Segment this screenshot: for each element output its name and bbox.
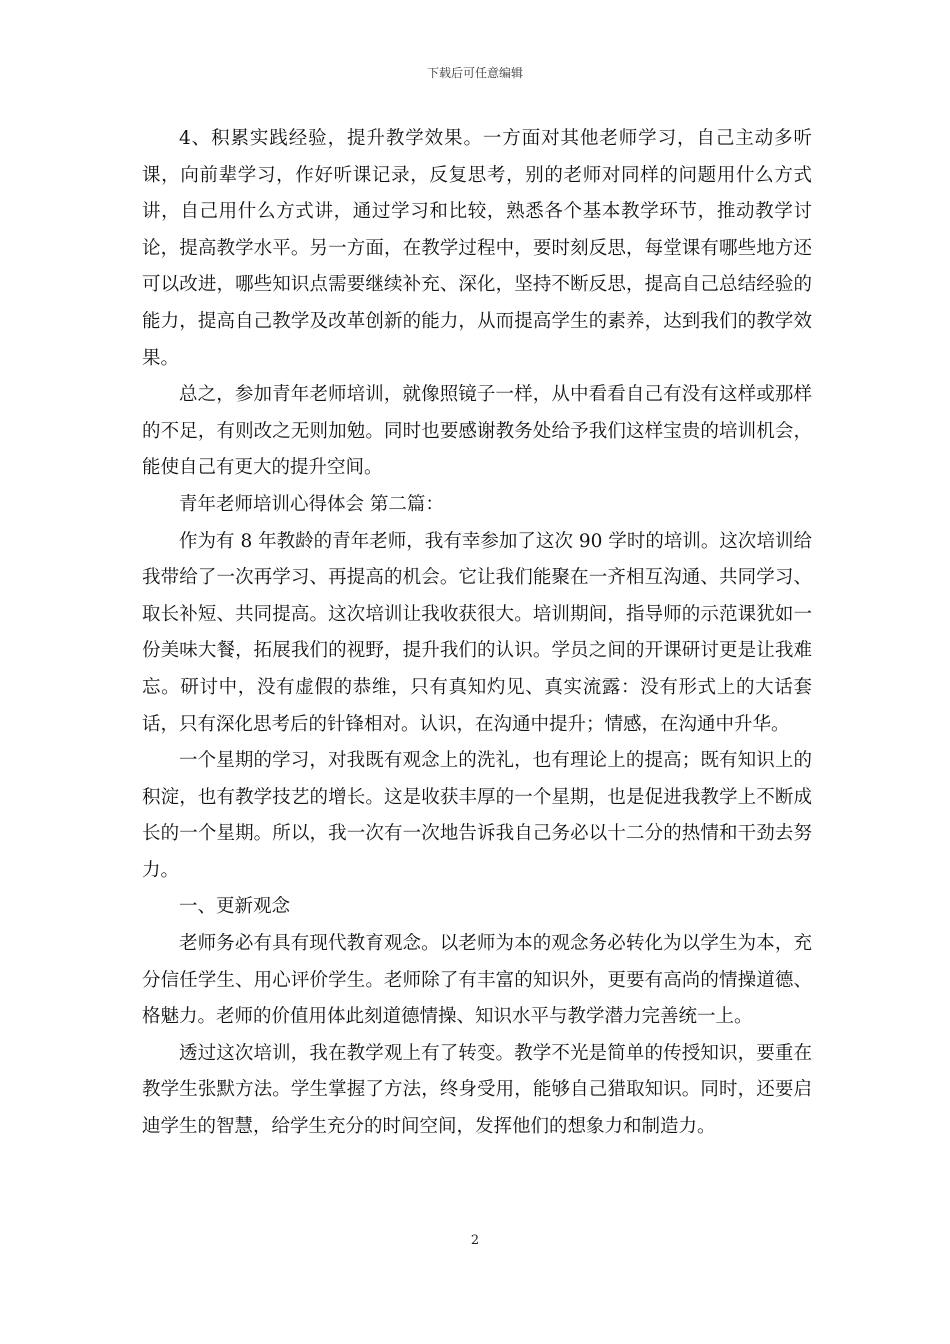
section-heading-part-two: 青年老师培训心得体会 第二篇： [179, 493, 444, 515]
section-heading-update-concepts: 一、更新观念 [179, 896, 291, 918]
paragraph-accumulate-experience: 4、积累实践经验，提升教学效果。一方面对其他老师学习，自己主动多听课，向前辈学习，作好听课记录，反复思考，别的老师对同样的问题用什么方式讲，自己用什么方式讲，通过学习和比较，熟悉各个基本教学环节，推动教学讨论，提高教学水平。另一方面，在教学过程中，要时刻反思，每堂课有哪些地方还可以改进，哪些知识点需要继续补充、深化，坚持不断反思，提高自己总结经验的能力，提高自己教学及改革创新的能力，从而提高学生的素养，达到我们的教学效果。 [142, 128, 812, 369]
paragraph-teaching-change: 透过这次培训，我在教学观上有了转变。教学不光是简单的传授知识，要重在教学生张默方法。学生掌握了方法，终身受用，能够自己猎取知识。同时，还要启迪学生的智慧，给学生充分的时间空间，发挥他们的想象力和制造力。 [142, 1042, 812, 1138]
document-body [142, 121, 812, 1146]
page-header: 下载后可任意编辑 [426, 66, 523, 80]
paragraph-modern-education: 老师务必有具有现代教育观念。以老师为本的观念务必转化为以学生为本，充分信任学生、用心评价学生。老师除了有丰富的知识外，更要有高尚的情操道德、格魅力。老师的价值用体此刻道德情操、知识水平与教学潜力完善统一上。 [142, 933, 812, 1028]
page-number: 2 [470, 1233, 480, 1248]
paragraph-week-of-study: 一个星期的学习，对我既有观念上的洗礼，也有理论上的提高；既有知识上的积淀，也有教学技艺的增长。这是收获丰厚的一个星期，也是促进我教学上不断成长的一个星期。所以，我一次有一次地告诉我自己务必以十二分的热情和干劲去努力。 [142, 750, 812, 881]
paragraph-training-intro: 作为有 8 年教龄的青年老师，我有幸参加了这次 90 学时的培训。这次培训给我带给了一次再学习、再提高的机会。它让我们能聚在一齐相互沟通、共同学习、取长补短、共同提高。这次培训让我收获很大。培训期间，指导师的示范课犹如一份美味大餐，拓展我们的视野，提升我们的认识。学员之间的开课研讨更是让我难忘。研讨中，没有虚假的恭维，只有真知灼见、真实流露：没有形式上的大话套话，只有深化思考后的针锋相对。认识，在沟通中提升；情感，在沟通中升华。 [142, 530, 812, 735]
paragraph-conclusion: 总之，参加青年老师培训，就像照镜子一样，从中看看自己有没有这样或那样的不足，有则改之无则加勉。同时也要感谢教务处给予我们这样宝贵的培训机会，能使自己有更大的提升空间。 [142, 384, 812, 479]
